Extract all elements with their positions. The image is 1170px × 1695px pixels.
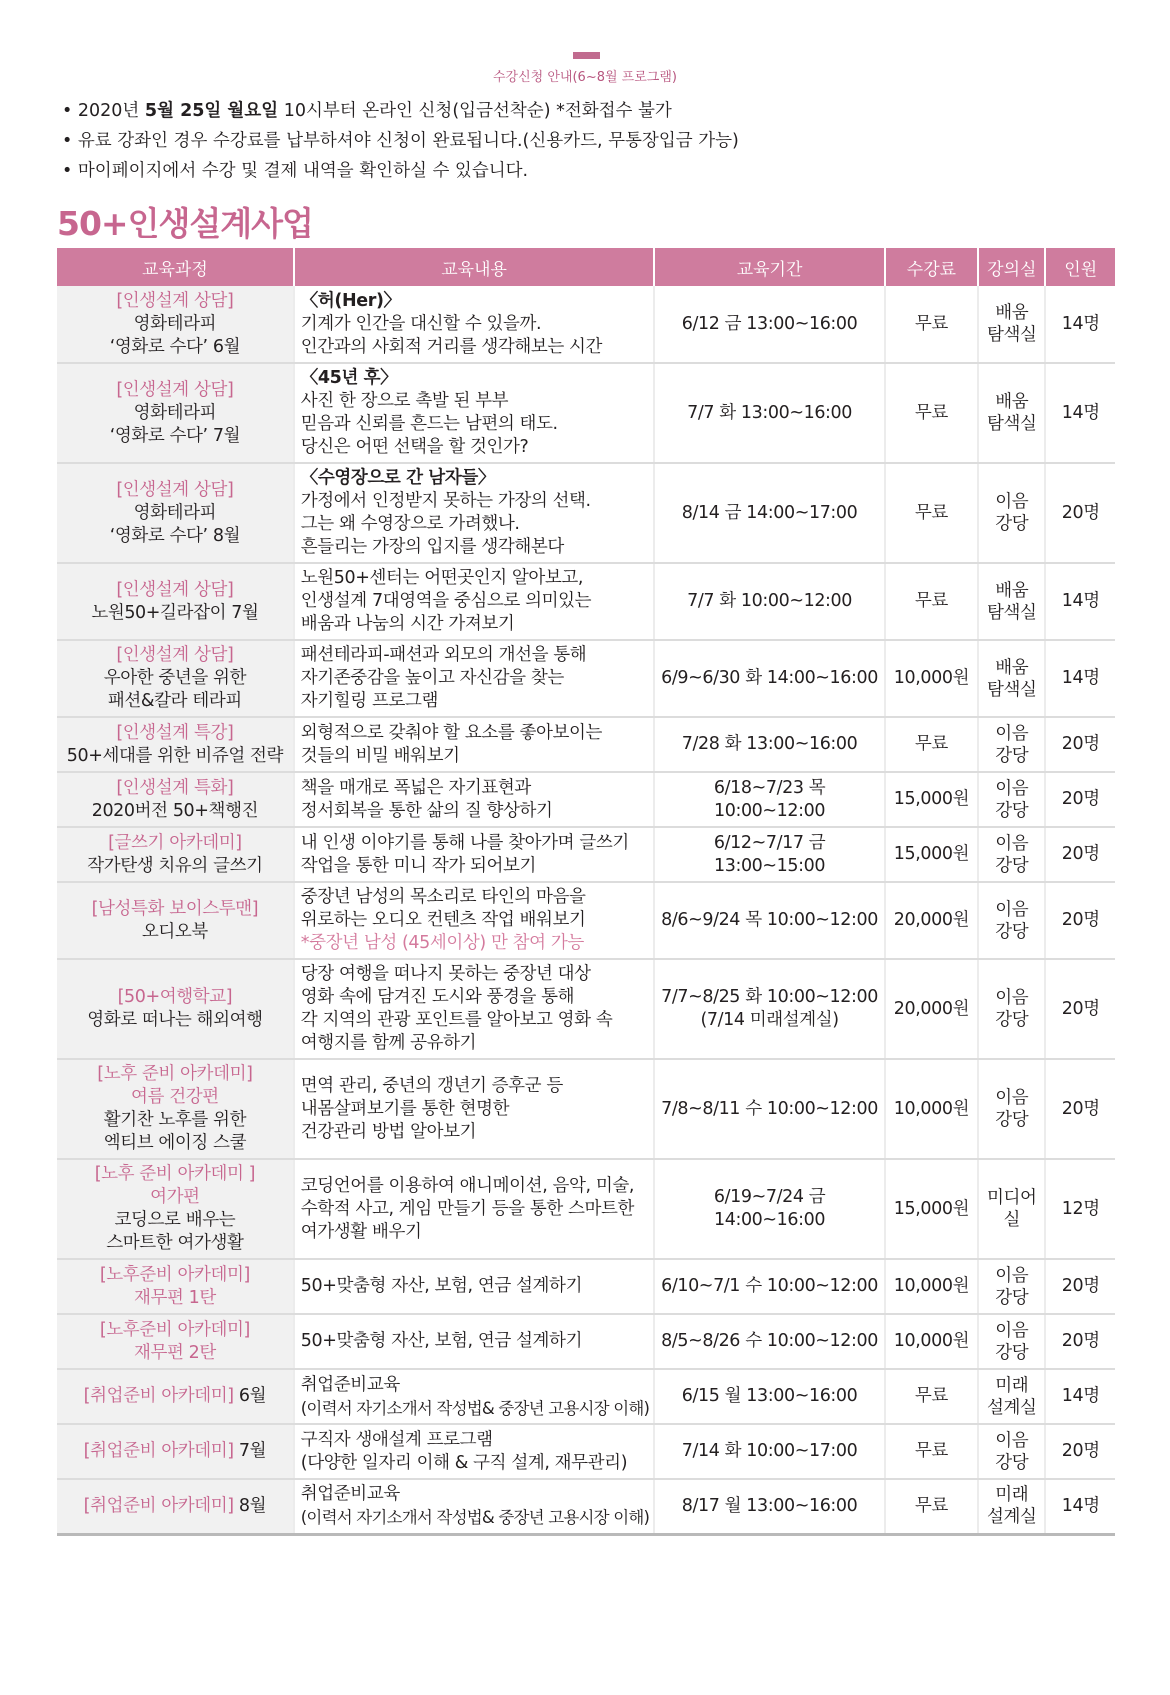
content-line: 위로하는 오디오 컨텐츠 작업 배워보기 <box>300 910 586 930</box>
content-cell <box>294 1424 655 1479</box>
content-line: 것들의 비밀 배워보기 <box>300 745 460 766</box>
room-cell <box>978 640 1045 717</box>
fee-cell: 무료 <box>885 286 978 363</box>
course-category: [인생설계 특화] <box>116 777 234 798</box>
period-cell <box>654 286 884 363</box>
period-line: 6/18~7/23 목 10:00~12:00 <box>713 777 826 821</box>
course-cell <box>57 363 294 463</box>
room-line: 강당 <box>995 745 1029 766</box>
content-line: (다양한 일자리 이해 & 구직 설계, 재무관리) <box>300 1452 628 1473</box>
capacity-cell: 20명 <box>1045 882 1115 959</box>
content-cell <box>294 463 655 563</box>
capacity-cell: 14명 <box>1045 363 1115 463</box>
period-cell <box>654 1424 884 1479</box>
course-cell <box>57 563 294 640</box>
period-cell <box>654 1369 884 1424</box>
content-line: 〈허(Her)〉 <box>300 290 401 311</box>
content-line: 취업준비교육 <box>300 1484 400 1505</box>
content-line: 건강관리 방법 알아보기 <box>300 1121 477 1142</box>
content-line: 배움과 나눔의 시간 가져보기 <box>300 614 515 634</box>
fee-cell: 10,000원 <box>885 1259 978 1314</box>
period-cell <box>654 1059 884 1159</box>
course-category: 재무편 1탄 <box>133 1287 216 1308</box>
course-cell <box>57 772 294 827</box>
room-cell <box>978 1479 1045 1534</box>
content-line: 믿음과 신뢰를 흔드는 남편의 태도. <box>300 414 558 434</box>
room-line: 배움 <box>995 580 1029 601</box>
content-line: 수학적 사고, 게임 만들기 등을 통한 스마트한 <box>300 1198 635 1219</box>
table-row <box>57 286 1115 363</box>
fee-cell: 15,000원 <box>885 827 978 882</box>
content-line: 노원50+센터는 어떤곳인지 알아보고, <box>300 568 584 588</box>
table-row <box>57 1259 1115 1314</box>
content-line: 외형적으로 갖춰야 할 요소를 좋아보이는 <box>300 722 603 743</box>
course-category: [인생설계 특강] <box>116 722 234 743</box>
content-line: 구직자 생애설계 프로그램 <box>300 1429 493 1450</box>
fee-cell: 20,000원 <box>885 882 978 959</box>
course-cell <box>57 1059 294 1159</box>
course-line: 스마트한 여가생활 <box>106 1233 244 1253</box>
content-line: 당장 여행을 떠나지 못하는 중장년 대상 <box>300 964 591 984</box>
period-cell <box>654 640 884 717</box>
period-cell <box>654 1314 884 1369</box>
content-line: 〈45년 후〉 <box>300 368 398 388</box>
content-line: 가정에서 인정받지 못하는 가장의 선택. <box>300 491 591 511</box>
header-period: 교육기간 <box>654 248 884 286</box>
course-cell <box>57 640 294 717</box>
course-line: 엑티브 에이징 스쿨 <box>103 1133 247 1153</box>
table-header-row <box>57 248 1115 286</box>
content-line: *중장년 남성 (45세이상) 만 참여 가능 <box>300 933 584 953</box>
room-line: 강당 <box>995 514 1029 534</box>
period-line: 7/14 화 10:00~17:00 <box>681 1441 858 1461</box>
capacity-cell: 20명 <box>1045 959 1115 1059</box>
capacity-cell: 14명 <box>1045 286 1115 363</box>
content-cell <box>294 1369 655 1424</box>
room-line: 미디어실 <box>987 1188 1037 1230</box>
notice-item: • 유료 강좌인 경우 수강료를 납부하셔야 신청이 완료됩니다.(신용카드, 무통장입금 가능) <box>62 131 739 151</box>
course-cell <box>57 463 294 563</box>
room-line: 이음 <box>995 778 1029 799</box>
room-line: 강당 <box>995 800 1029 821</box>
course-line: 패션&칼라 테라피 <box>107 691 242 711</box>
period-cell <box>654 959 884 1059</box>
course-category: 여가편 <box>150 1187 200 1207</box>
fee-cell: 10,000원 <box>885 1314 978 1369</box>
header-course: 교육과정 <box>57 248 294 286</box>
content-cell <box>294 286 655 363</box>
room-line: 설계실 <box>987 1397 1037 1418</box>
fee-cell: 무료 <box>885 563 978 640</box>
content-line: 그는 왜 수영장으로 가려했나. <box>300 514 520 534</box>
room-line: 강당 <box>995 1342 1029 1363</box>
course-line: 노원50+길라잡이 7월 <box>91 602 259 623</box>
room-line: 강당 <box>995 1010 1029 1030</box>
content-line: (이력서 자기소개서 작성법& 중장년 고용시장 이해) <box>300 1508 650 1528</box>
period-line: 8/6~9/24 목 10:00~12:00 <box>661 910 878 930</box>
content-cell <box>294 1314 655 1369</box>
course-category: [노후준비 아카데미] <box>99 1319 250 1340</box>
room-cell <box>978 717 1045 772</box>
course-category: [인생설계 상담] <box>116 479 234 500</box>
fee-cell: 10,000원 <box>885 640 978 717</box>
content-line: 여행지를 함께 공유하기 <box>300 1033 477 1053</box>
table-row <box>57 827 1115 882</box>
room-cell <box>978 772 1045 827</box>
capacity-cell: 14명 <box>1045 640 1115 717</box>
period-line: 6/19~7/24 금 14:00~16:00 <box>713 1187 826 1230</box>
period-line: 7/7 화 10:00~12:00 <box>687 591 853 611</box>
course-line: 영화테라피 <box>133 313 217 334</box>
course-line: 50+세대를 위한 비쥬얼 전략 <box>66 745 284 766</box>
room-line: 미래 <box>995 1485 1029 1506</box>
course-category: [노후준비 아카데미] <box>99 1264 250 1285</box>
room-cell <box>978 1314 1045 1369</box>
course-month: 8월 <box>233 1495 267 1516</box>
table-row <box>57 640 1115 717</box>
table-row <box>57 1314 1115 1369</box>
course-month: 6월 <box>233 1386 267 1406</box>
period-cell <box>654 1259 884 1314</box>
table-row <box>57 363 1115 463</box>
room-cell <box>978 563 1045 640</box>
room-line: 이음 <box>995 492 1029 512</box>
capacity-cell: 20명 <box>1045 1259 1115 1314</box>
content-line: 기계가 인간을 대신할 수 있을까. <box>300 313 542 334</box>
period-cell <box>654 463 884 563</box>
header-room: 강의실 <box>978 248 1045 286</box>
content-line: 내몸살펴보기를 통한 현명한 <box>300 1098 510 1119</box>
period-cell <box>654 882 884 959</box>
table-row <box>57 1059 1115 1159</box>
course-line <box>59 1440 291 1463</box>
room-cell <box>978 363 1045 463</box>
course-cell <box>57 1259 294 1314</box>
period-line: 8/5~8/26 수 10:00~12:00 <box>661 1331 878 1351</box>
period-cell <box>654 717 884 772</box>
content-cell <box>294 563 655 640</box>
table-body <box>57 286 1115 1534</box>
period-line: 7/8~8/11 수 10:00~12:00 <box>661 1098 878 1119</box>
content-line: 여가생활 배우기 <box>300 1221 422 1242</box>
content-line: 인간과의 사회적 거리를 생각해보는 시간 <box>300 336 603 357</box>
room-cell <box>978 286 1045 363</box>
room-line: 탐색실 <box>987 414 1037 434</box>
fee-cell: 무료 <box>885 363 978 463</box>
room-line: 배움 <box>995 657 1029 678</box>
table-row <box>57 1369 1115 1424</box>
room-cell <box>978 1369 1045 1424</box>
table-row <box>57 463 1115 563</box>
capacity-cell: 14명 <box>1045 563 1115 640</box>
content-cell <box>294 1259 655 1314</box>
room-line: 이음 <box>995 1265 1029 1286</box>
content-line: 인생설계 7대영역을 중심으로 의미있는 <box>300 591 592 611</box>
course-cell <box>57 717 294 772</box>
content-line: (이력서 자기소개서 작성법& 중장년 고용시장 이해) <box>300 1398 650 1418</box>
course-cell <box>57 1369 294 1424</box>
course-line: 영화테라피 <box>133 502 217 523</box>
period-line: (7/14 미래설계실) <box>700 1010 839 1030</box>
table-row <box>57 563 1115 640</box>
course-line: ‘영화로 수다’ 7월 <box>109 425 241 446</box>
course-line <box>59 1495 291 1518</box>
content-line: 작업을 통한 미니 작가 되어보기 <box>300 855 537 876</box>
room-cell <box>978 1259 1045 1314</box>
room-line: 탐색실 <box>987 325 1037 345</box>
course-category: 재무편 2탄 <box>133 1342 216 1363</box>
content-line: 내 인생 이야기를 통해 나를 찾아가며 글쓰기 <box>300 832 629 853</box>
room-line: 이음 <box>995 1088 1029 1108</box>
program-table <box>57 248 1115 1536</box>
header-tab-marker <box>573 52 600 59</box>
course-category: 여름 건강편 <box>131 1087 219 1107</box>
fee-cell: 무료 <box>885 717 978 772</box>
room-line: 이음 <box>995 899 1029 920</box>
content-line: 정서회복을 통한 삶의 질 향상하기 <box>300 800 553 821</box>
course-category: [취업준비 아카데미] <box>83 1441 234 1461</box>
capacity-cell: 12명 <box>1045 1159 1115 1259</box>
capacity-cell: 20명 <box>1045 1424 1115 1479</box>
section-title: 50+인생설계사업 <box>57 204 313 243</box>
room-cell <box>978 463 1045 563</box>
content-line: 50+맞춤형 자산, 보험, 연금 설계하기 <box>300 1276 583 1296</box>
content-cell <box>294 1159 655 1259</box>
course-category: [인생설계 상담] <box>116 379 234 400</box>
room-line: 강당 <box>995 1110 1029 1130</box>
content-line: 취업준비교육 <box>300 1374 400 1395</box>
fee-cell: 무료 <box>885 463 978 563</box>
content-line: 책을 매개로 폭넓은 자기표현과 <box>300 777 531 798</box>
room-cell <box>978 1159 1045 1259</box>
course-cell <box>57 1159 294 1259</box>
course-line: 오디오북 <box>141 921 208 942</box>
course-category: [인생설계 상담] <box>116 645 234 665</box>
course-cell <box>57 959 294 1059</box>
room-line: 배움 <box>995 303 1029 323</box>
content-cell <box>294 1059 655 1159</box>
content-line: 각 지역의 관광 포인트를 알아보고 영화 속 <box>300 1010 613 1030</box>
room-line: 강당 <box>995 855 1029 876</box>
header-content: 교육내용 <box>294 248 655 286</box>
capacity-cell: 20명 <box>1045 463 1115 563</box>
period-line: 6/12 금 13:00~16:00 <box>681 313 858 334</box>
fee-cell: 무료 <box>885 1424 978 1479</box>
course-category: [취업준비 아카데미] <box>83 1386 234 1406</box>
capacity-cell: 20명 <box>1045 772 1115 827</box>
period-cell <box>654 1159 884 1259</box>
content-line: 사진 한 장으로 촉발 된 부부 <box>300 391 509 411</box>
room-line: 이음 <box>995 1320 1029 1341</box>
content-line: 50+맞춤형 자산, 보험, 연금 설계하기 <box>300 1331 583 1351</box>
course-cell <box>57 1424 294 1479</box>
capacity-cell: 20명 <box>1045 1314 1115 1369</box>
content-line: 영화 속에 담겨진 도시와 풍경을 통해 <box>300 987 575 1007</box>
room-cell <box>978 827 1045 882</box>
table-row <box>57 1479 1115 1534</box>
course-category: [50+여행학교] <box>117 987 233 1007</box>
header-fee: 수강료 <box>885 248 978 286</box>
course-category: [인생설계 상담] <box>116 579 234 600</box>
course-category: [글쓰기 아카데미] <box>108 832 242 853</box>
room-line: 탐색실 <box>987 602 1037 623</box>
period-line: 7/7 화 13:00~16:00 <box>687 402 853 423</box>
table-row <box>57 717 1115 772</box>
capacity-cell: 20명 <box>1045 1059 1115 1159</box>
period-cell <box>654 563 884 640</box>
content-cell <box>294 640 655 717</box>
content-line: 패션테라피-패션과 외모의 개선을 통해 <box>300 645 587 665</box>
fee-cell: 무료 <box>885 1369 978 1424</box>
room-cell <box>978 1424 1045 1479</box>
course-line: 작가탄생 치유의 글쓰기 <box>87 855 263 876</box>
course-category: [노후 준비 아카데미] <box>97 1064 253 1084</box>
room-line: 이음 <box>995 833 1029 854</box>
course-category: [노후 준비 아카데미 ] <box>94 1164 256 1184</box>
content-cell <box>294 827 655 882</box>
period-line: 6/9~6/30 화 14:00~16:00 <box>661 668 878 688</box>
room-cell <box>978 959 1045 1059</box>
course-line: 2020버전 50+책행진 <box>91 800 259 821</box>
period-line: 8/14 금 14:00~17:00 <box>681 502 858 523</box>
room-cell <box>978 882 1045 959</box>
period-cell <box>654 1479 884 1534</box>
content-cell <box>294 959 655 1059</box>
room-line: 탐색실 <box>987 679 1037 700</box>
period-line: 6/10~7/1 수 10:00~12:00 <box>661 1276 878 1296</box>
content-cell <box>294 772 655 827</box>
period-cell <box>654 363 884 463</box>
course-line: 영화로 떠나는 해외여행 <box>87 1010 263 1030</box>
content-line: 면역 관리, 중년의 갱년기 증후군 등 <box>300 1075 563 1096</box>
course-category: [인생설계 상담] <box>116 290 234 311</box>
capacity-cell: 20명 <box>1045 717 1115 772</box>
table-row <box>57 1159 1115 1259</box>
table-row <box>57 959 1115 1059</box>
content-line: 〈수영장으로 간 남자들〉 <box>300 468 495 488</box>
content-cell <box>294 717 655 772</box>
period-cell <box>654 772 884 827</box>
period-cell <box>654 827 884 882</box>
course-line: 영화테라피 <box>133 402 217 423</box>
capacity-cell: 14명 <box>1045 1479 1115 1534</box>
room-line: 이음 <box>995 723 1029 744</box>
header-label: 수강신청 안내(6~8월 프로그램) <box>493 70 677 85</box>
course-cell <box>57 1314 294 1369</box>
content-cell <box>294 363 655 463</box>
room-line: 배움 <box>995 392 1029 412</box>
fee-cell: 20,000원 <box>885 959 978 1059</box>
room-line: 이음 <box>995 988 1029 1008</box>
course-line: 코딩으로 배우는 <box>114 1210 236 1230</box>
course-cell <box>57 286 294 363</box>
fee-cell: 10,000원 <box>885 1059 978 1159</box>
notice-item: • 2020년 5월 25일 월요일 10시부터 온라인 신청(입금선착순) *전화접수 불가 <box>62 101 672 121</box>
course-line <box>59 1385 291 1408</box>
room-cell <box>978 1059 1045 1159</box>
notice-list <box>62 96 739 186</box>
course-cell <box>57 1479 294 1534</box>
fee-cell: 15,000원 <box>885 1159 978 1259</box>
content-line: 코딩언어를 이용하여 애니메이션, 음악, 미술, <box>300 1175 635 1196</box>
course-line: 우아한 중년을 위한 <box>103 668 247 688</box>
course-category: [취업준비 아카데미] <box>83 1495 234 1516</box>
content-line: 흔들리는 가장의 입지를 생각해본다 <box>300 537 564 557</box>
room-line: 강당 <box>995 1452 1029 1473</box>
course-cell <box>57 882 294 959</box>
course-line: 활기찬 노후를 위한 <box>103 1110 247 1130</box>
period-line: 6/12~7/17 금 13:00~15:00 <box>713 832 826 876</box>
header-capacity: 인원 <box>1045 248 1115 286</box>
course-category: [남성특화 보이스투맨] <box>91 898 259 919</box>
period-line: 8/17 월 13:00~16:00 <box>681 1495 858 1516</box>
course-line: ‘영화로 수다’ 8월 <box>109 525 241 546</box>
room-line: 설계실 <box>987 1507 1037 1528</box>
content-line: 자기힐링 프로그램 <box>300 691 438 711</box>
table-row <box>57 772 1115 827</box>
room-line: 강당 <box>995 1287 1029 1308</box>
course-month: 7월 <box>233 1441 267 1461</box>
table-row <box>57 1424 1115 1479</box>
period-line: 7/7~8/25 화 10:00~12:00 <box>661 987 878 1007</box>
period-line: 6/15 월 13:00~16:00 <box>681 1386 858 1406</box>
course-line: ‘영화로 수다’ 6월 <box>109 336 241 357</box>
content-line: 중장년 남성의 목소리로 타인의 마음을 <box>300 887 586 907</box>
room-line: 미래 <box>995 1375 1029 1396</box>
capacity-cell: 14명 <box>1045 1369 1115 1424</box>
content-line: 자기존중감을 높이고 자신감을 찾는 <box>300 668 564 688</box>
capacity-cell: 20명 <box>1045 827 1115 882</box>
fee-cell: 무료 <box>885 1479 978 1534</box>
table-row <box>57 882 1115 959</box>
room-line: 강당 <box>995 921 1029 942</box>
content-line: 당신은 어떤 선택을 할 것인가? <box>300 437 529 457</box>
content-cell <box>294 882 655 959</box>
period-line: 7/28 화 13:00~16:00 <box>681 734 858 754</box>
course-cell <box>57 827 294 882</box>
room-line: 이음 <box>995 1430 1029 1451</box>
content-cell <box>294 1479 655 1534</box>
notice-item: • 마이페이지에서 수강 및 결제 내역을 확인하실 수 있습니다. <box>62 161 529 181</box>
fee-cell: 15,000원 <box>885 772 978 827</box>
